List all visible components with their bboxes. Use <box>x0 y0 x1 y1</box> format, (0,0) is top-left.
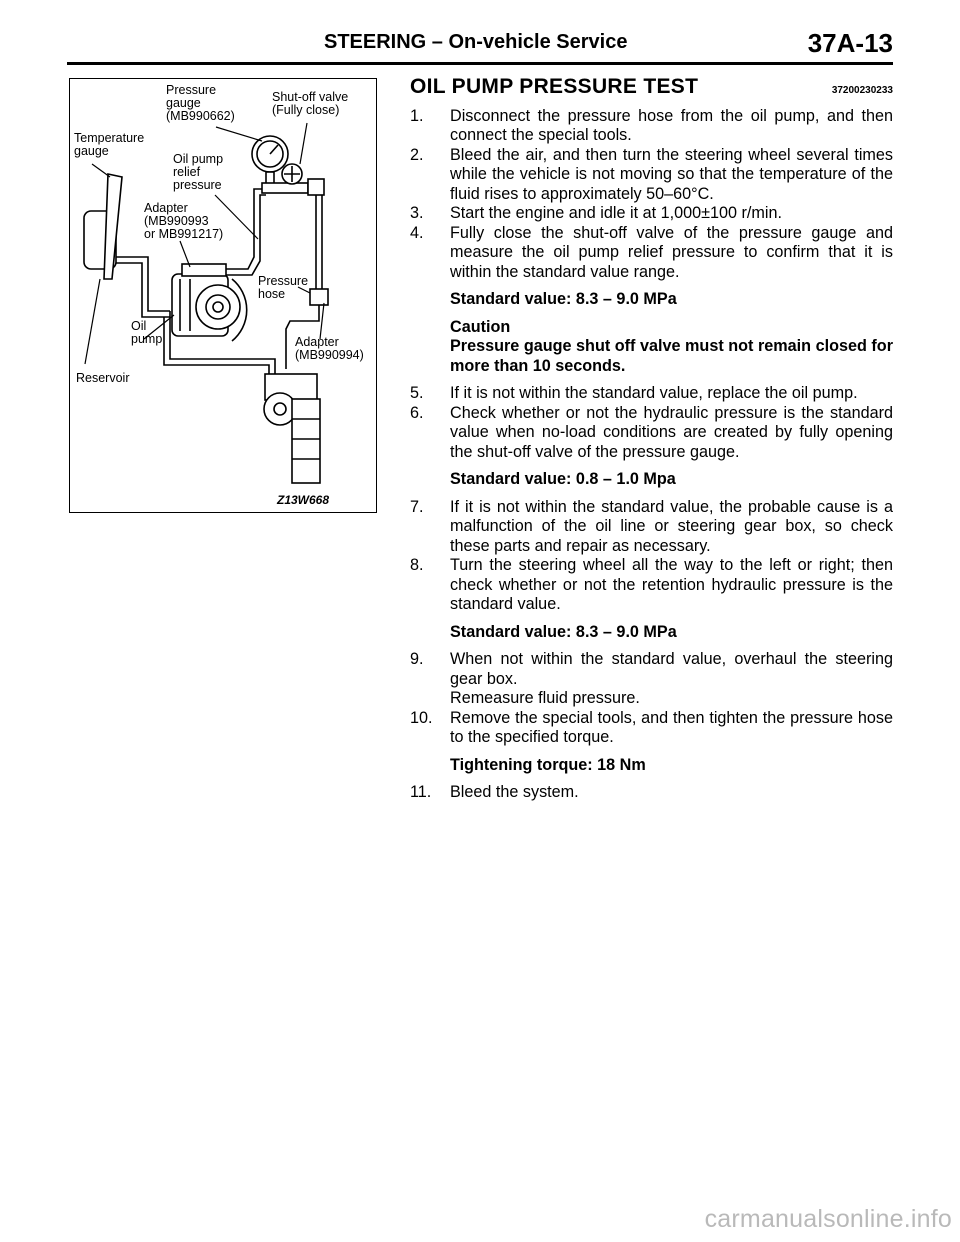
reservoir-label: Reservoir <box>76 371 130 385</box>
step-text: Start the engine and idle it at 1,000±100 r/min. <box>450 204 782 222</box>
step-3 <box>410 204 893 224</box>
step-6 <box>410 404 893 463</box>
pressure-hose-label: Pressure hose <box>258 274 309 301</box>
step-text: Turn the steering wheel all the way to the left or right; then check whether or not the retention hydraulic pressure is the standard value. <box>450 556 893 613</box>
step-text: If it is not within the standard value, replace the oil pump. <box>450 384 858 402</box>
step-text: Fully close the shut-off valve of the pressure gauge and measure the oil pump relief pressure to confirm that it is within the standard value range. <box>450 223 893 281</box>
step-9-followup: Remeasure fluid pressure. <box>450 689 640 707</box>
standard-value-2: Standard value: 0.8 – 1.0 Mpa <box>450 470 676 488</box>
step-8 <box>410 556 893 615</box>
step-number: 9. <box>410 650 424 668</box>
page-number: 37A-13 <box>807 28 893 58</box>
step-number: 3. <box>410 204 424 222</box>
section-header <box>410 77 893 101</box>
step-number: 5. <box>410 384 424 402</box>
header-title: STEERING – On-vehicle Service <box>324 31 628 53</box>
oil-pump-label: Oil pump <box>131 319 163 346</box>
standard-value-1: Standard value: 8.3 – 9.0 MPa <box>450 290 677 308</box>
oil-pump-pressure-test-diagram <box>69 78 377 513</box>
step-text: Bleed the air, and then turn the steering wheel several times while the vehicle is not moving so that the temperature of the fluid rises to approximately 50–60°C. <box>450 145 893 203</box>
step-7 <box>410 498 893 557</box>
step-2 <box>410 146 893 205</box>
step-number: 4. <box>410 223 424 242</box>
step-text: Remove the special tools, and then tighten the pressure hose to the specified torque. <box>450 708 893 746</box>
step-text: Disconnect the pressure hose from the oil pump, and then connect the special tools. <box>450 106 893 144</box>
step-text: Bleed the system. <box>450 783 579 801</box>
temperature-gauge-label: Temperature gauge <box>74 131 145 158</box>
step-number: 8. <box>410 556 424 574</box>
oil-pump-relief-label: Oil pump relief pressure <box>173 152 224 192</box>
caution-title: Caution <box>450 317 511 336</box>
figure-code: Z13W668 <box>277 493 330 507</box>
step-5 <box>410 384 893 404</box>
step-text: When not within the standard value, overhaul the steering gear box. <box>450 650 893 688</box>
pressure-gauge-label: Pressure gauge (MB990662) <box>166 83 235 123</box>
step-text: If it is not within the standard value, the probable cause is a malfunction of the oil line or steering gear box, so check these parts and repair as necessary. <box>450 497 893 555</box>
shutoff-valve-label: Shut-off valve (Fully close) <box>272 90 349 117</box>
step-number: 11. <box>410 783 432 801</box>
adapter-gearbox-label: Adapter (MB990994) <box>295 335 364 362</box>
step-number: 6. <box>410 403 424 422</box>
caution-text: Pressure gauge shut off valve must not remain closed for more than 10 seconds. <box>450 337 893 375</box>
step-text: Check whether or not the hydraulic pressure is the standard value when no-load conditions are created by fully opening the shut-off valve of the pressure gauge. <box>450 403 893 461</box>
step-number: 2. <box>410 145 424 164</box>
header-divider <box>67 62 893 65</box>
standard-value-3: Standard value: 8.3 – 9.0 MPa <box>450 622 677 641</box>
tightening-torque: Tightening torque: 18 Nm <box>450 755 646 774</box>
step-9 <box>410 650 893 689</box>
step-number: 7. <box>410 497 424 516</box>
step-11 <box>410 783 893 803</box>
section-code: 37200230233 <box>831 85 893 96</box>
step-4 <box>410 224 893 283</box>
step-number: 10. <box>410 708 433 727</box>
step-number: 1. <box>410 106 424 125</box>
watermark: carmanualsonline.info <box>704 1205 952 1233</box>
step-1 <box>410 107 893 146</box>
section-title: OIL PUMP PRESSURE TEST <box>410 75 699 98</box>
step-10 <box>410 709 893 748</box>
adapter-label: Adapter (MB990993 or MB991217) <box>144 201 224 241</box>
procedure-text <box>410 77 893 803</box>
